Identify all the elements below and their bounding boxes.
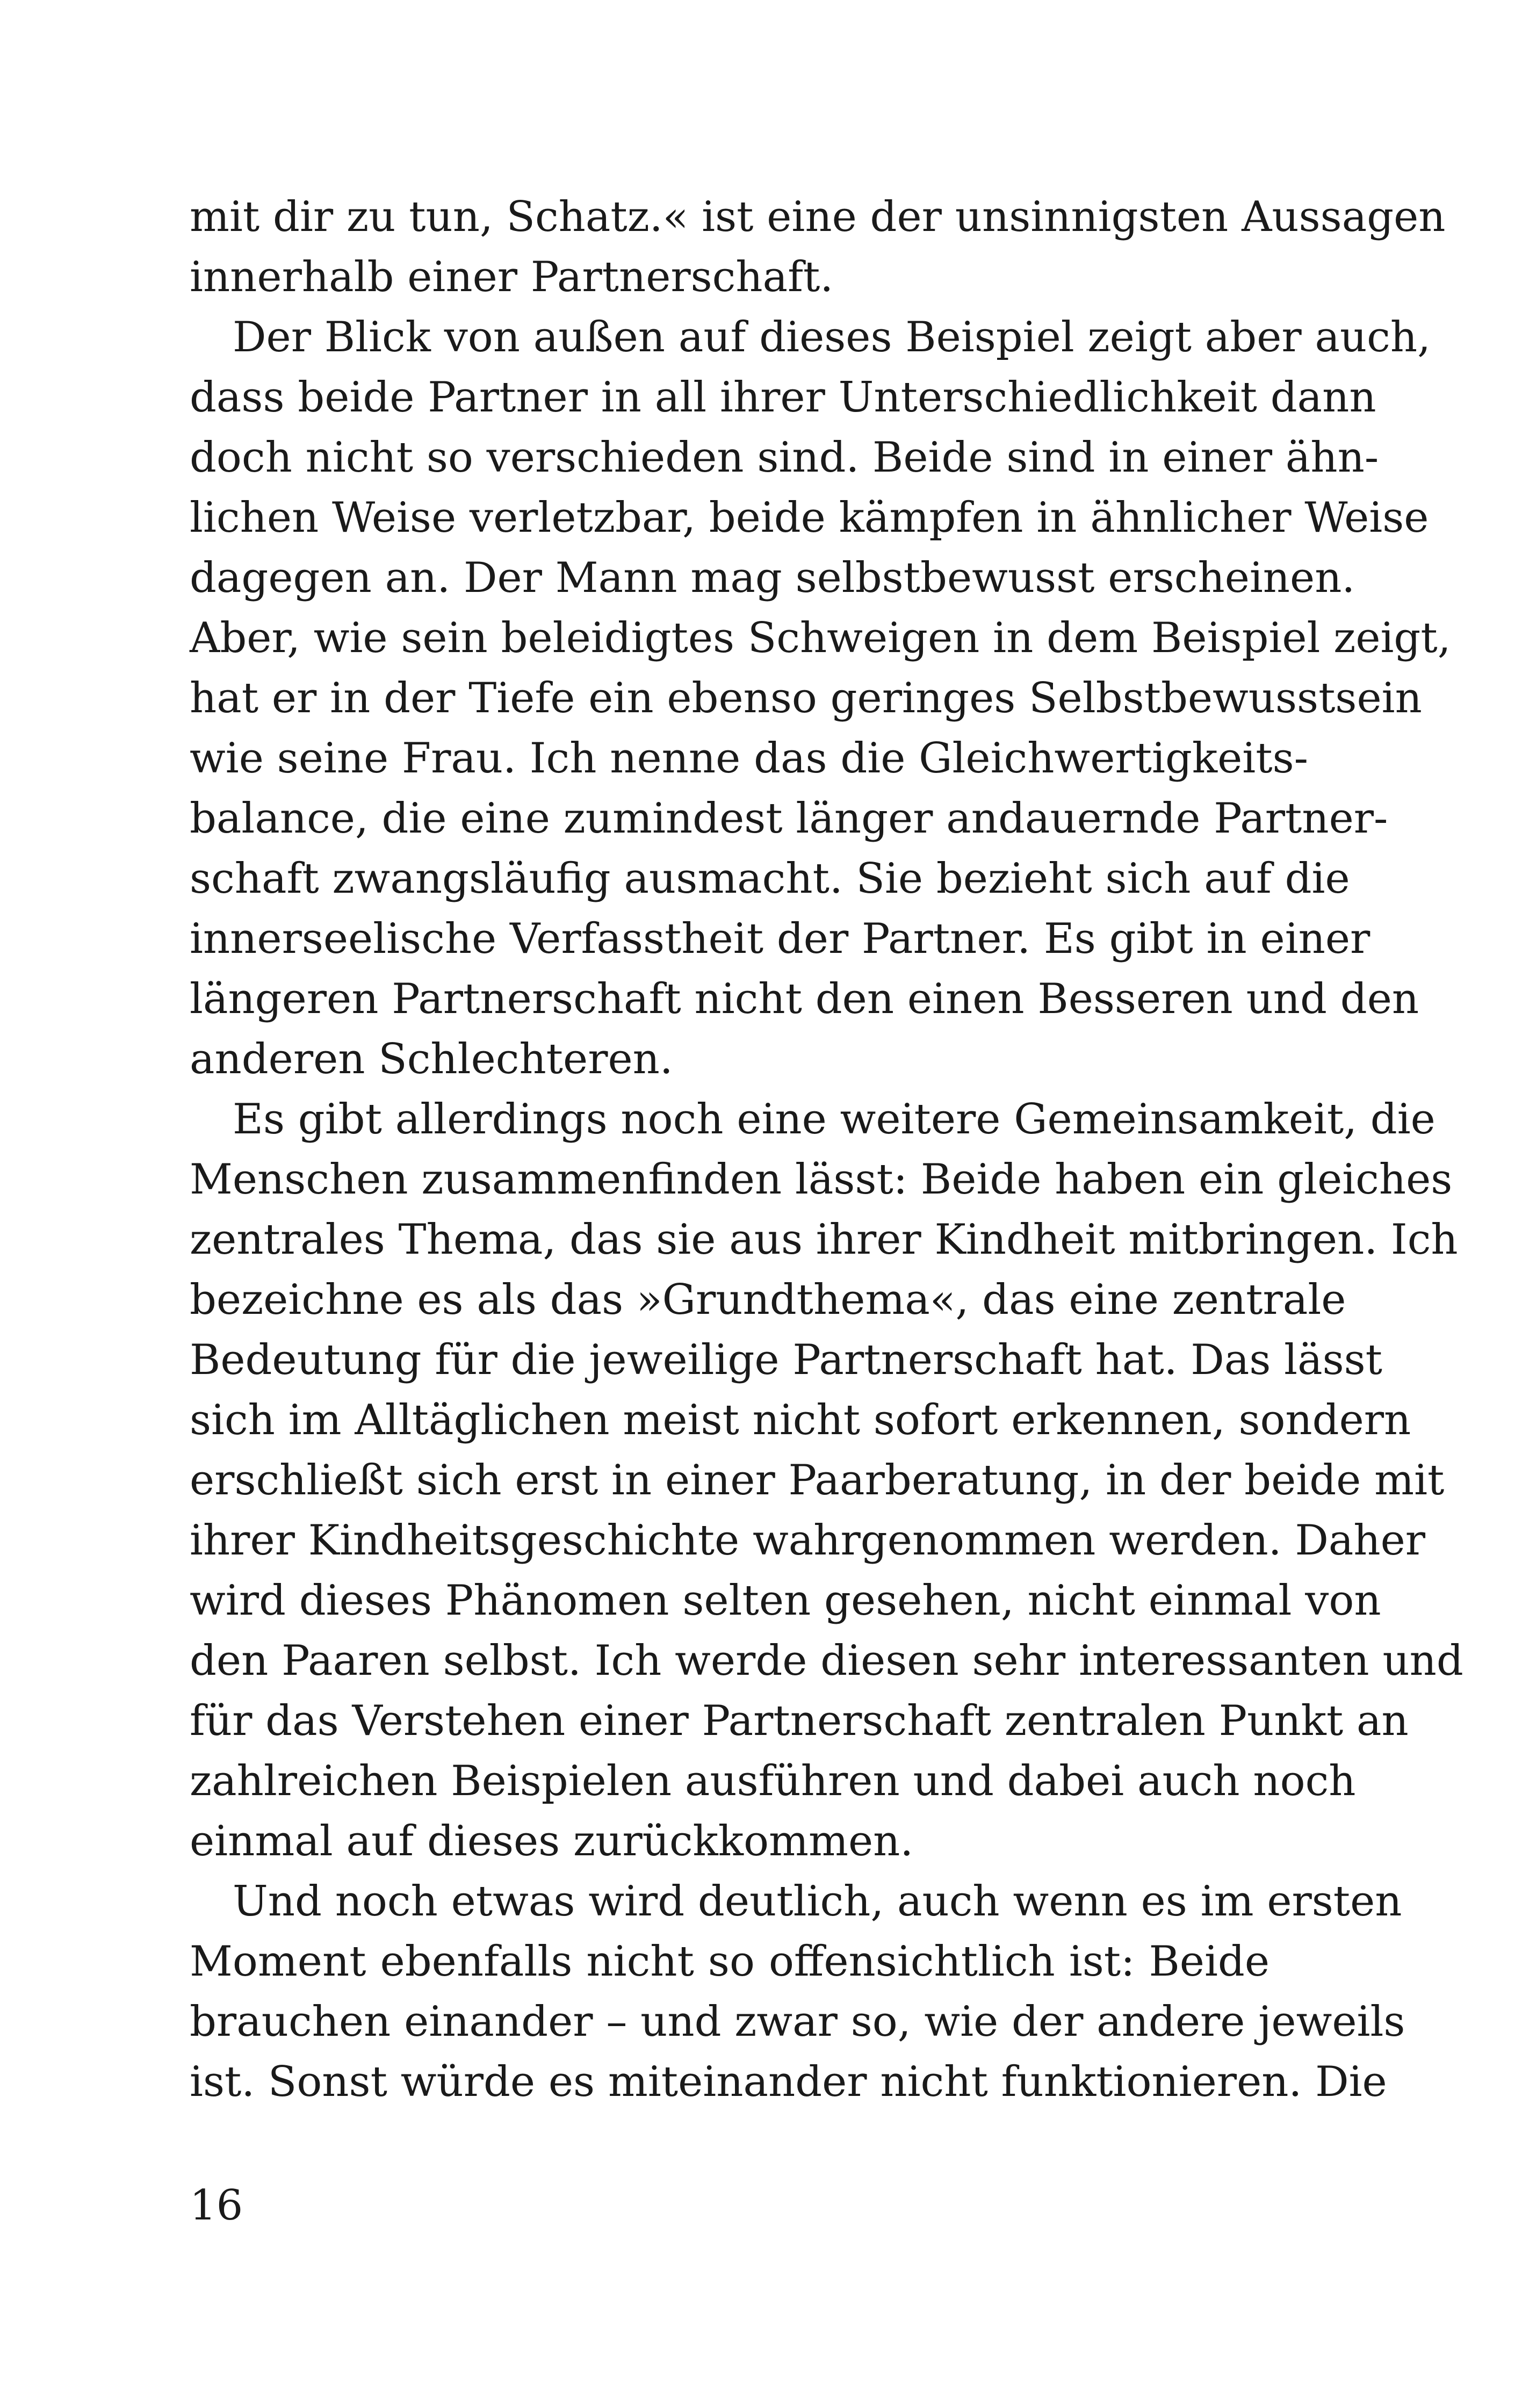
text-line: Und noch etwas wird deutlich, auch wenn es im ersten xyxy=(233,1877,1402,1926)
text-line: mit dir zu tun, Schatz.« ist eine der unsinnigsten Aussagen xyxy=(190,193,1446,241)
text-line: balance, die eine zumindest länger andauernde Partner- xyxy=(190,794,1388,843)
text-line: anderen Schlechteren. xyxy=(190,1035,673,1083)
text-line: den Paaren selbst. Ich werde diesen sehr interessanten und xyxy=(190,1637,1463,1685)
text-line: Bedeutung für die jeweilige Partnerschaft hat. Das lässt xyxy=(190,1336,1382,1384)
text-line: zentrales Thema, das sie aus ihrer Kindheit mitbringen. Ich xyxy=(190,1216,1458,1264)
text-line: zahlreichen Beispielen ausführen und dabei auch noch xyxy=(190,1757,1356,1805)
text-line: Menschen zusammenfinden lässt: Beide haben ein gleiches xyxy=(190,1155,1453,1204)
text-line: schaft zwangsläufig ausmacht. Sie bezieht sich auf die xyxy=(190,855,1350,903)
text-line: doch nicht so verschieden sind. Beide sind in einer ähn- xyxy=(190,433,1379,482)
text-line: hat er in der Tiefe ein ebenso geringes Selbstbewusstsein xyxy=(190,674,1422,722)
text-line: bezeichne es als das »Grundthema«, das eine zentrale xyxy=(190,1276,1346,1324)
text-line: ihrer Kindheitsgeschichte wahrgenommen werden. Daher xyxy=(190,1516,1426,1565)
text-line: Es gibt allerdings noch eine weitere Gemeinsamkeit, die xyxy=(233,1095,1436,1144)
body-text xyxy=(190,187,1463,2112)
text-line: brauchen einander – und zwar so, wie der andere jeweils xyxy=(190,1998,1405,2046)
text-line: dass beide Partner in all ihrer Unterschiedlichkeit dann xyxy=(190,373,1376,422)
text-line: einmal auf dieses zurückkommen. xyxy=(190,1817,914,1865)
text-line: längeren Partnerschaft nicht den einen Besseren und den xyxy=(190,975,1419,1023)
text-line: lichen Weise verletzbar, beide kämpfen in ähnlicher Weise xyxy=(190,494,1429,542)
text-line: Aber, wie sein beleidigtes Schweigen in dem Beispiel zeigt, xyxy=(190,614,1451,662)
text-line: für das Verstehen einer Partnerschaft zentralen Punkt an xyxy=(190,1697,1409,1745)
text-line: dagegen an. Der Mann mag selbstbewusst erscheinen. xyxy=(190,554,1355,602)
text-line: ist. Sonst würde es miteinander nicht funktionieren. Die xyxy=(190,2058,1387,2106)
text-line: innerseelische Verfasstheit der Partner. Es gibt in einer xyxy=(190,915,1370,963)
text-line: Der Blick von außen auf dieses Beispiel zeigt aber auch, xyxy=(233,313,1431,361)
text-line: Moment ebenfalls nicht so offensichtlich ist: Beide xyxy=(190,1937,1269,1986)
text-line: wird dieses Phänomen selten gesehen, nicht einmal von xyxy=(190,1577,1381,1625)
text-line: sich im Alltäglichen meist nicht sofort erkennen, sondern xyxy=(190,1396,1411,1444)
text-line: erschließt sich erst in einer Paarberatung, in der beide mit xyxy=(190,1456,1445,1505)
page-number: 16 xyxy=(190,2181,243,2230)
text-line: innerhalb einer Partnerschaft. xyxy=(190,253,834,301)
text-line: wie seine Frau. Ich nenne das die Gleichwertigkeits- xyxy=(190,734,1308,783)
